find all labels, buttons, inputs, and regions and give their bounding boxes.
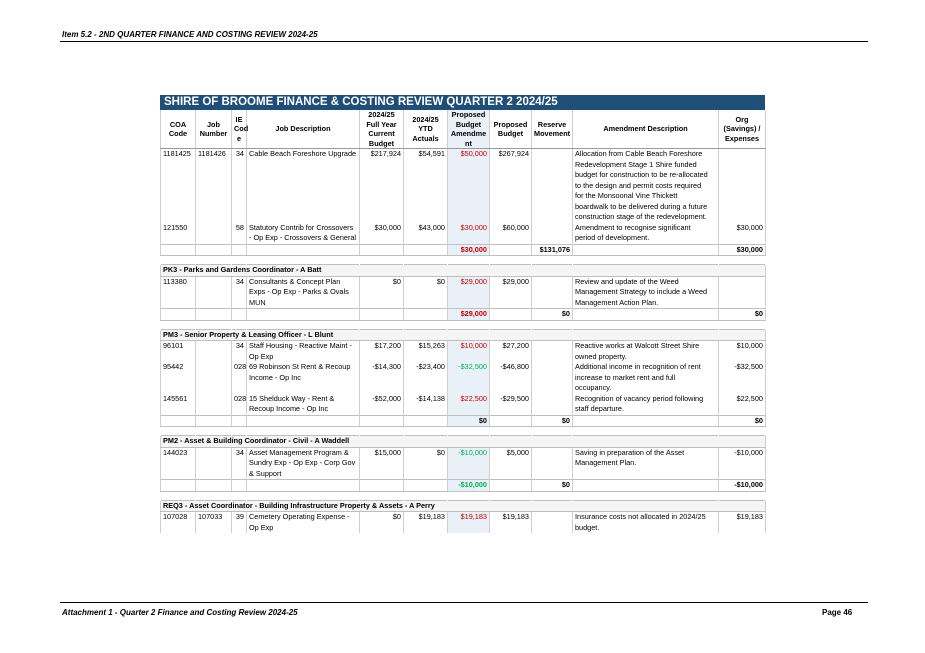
section-header-row: [161, 436, 766, 448]
spacer-cell: [360, 427, 404, 436]
ytd-actuals-cell: -$14,138: [404, 394, 448, 416]
spacer-cell: [232, 256, 247, 265]
subtotal-cell: $0: [719, 415, 766, 427]
table-row: [161, 447, 766, 480]
column-header: Job Number: [196, 110, 232, 149]
coa-code-cell: 113380: [161, 276, 196, 309]
subtotal-cell: [196, 309, 232, 321]
proposed-budget-cell: -$46,800: [490, 362, 532, 394]
ie-code-cell: 028: [232, 362, 247, 394]
ie-code-cell: 34: [232, 447, 247, 480]
budget-amendment-cell: $29,000: [448, 276, 490, 309]
subtotal-cell: [404, 480, 448, 492]
subtotal-cell: [232, 244, 247, 256]
ytd-actuals-cell: -$23,400: [404, 362, 448, 394]
subtotal-row: [161, 415, 766, 427]
org-savings-expenses-cell: $10,000: [719, 341, 766, 363]
budget-amendment-cell: $19,183: [448, 512, 490, 534]
spacer-cell: [232, 427, 247, 436]
spacer-cell: [247, 320, 360, 329]
spacer-cell: [196, 491, 232, 500]
org-savings-expenses-cell: [719, 149, 766, 223]
table-row: [161, 362, 766, 394]
section-header-row: [161, 329, 766, 341]
section-title: PM3 - Senior Property & Leasing Officer - L Blunt: [161, 329, 766, 341]
subtotal-cell: [161, 244, 196, 256]
spacer-cell: [161, 320, 196, 329]
spacer-cell: [448, 491, 490, 500]
proposed-budget-cell: $5,000: [490, 447, 532, 480]
spacer-cell: [247, 256, 360, 265]
spacer-cell: [448, 256, 490, 265]
subtotal-cell: [247, 415, 360, 427]
job-number-cell: [196, 223, 232, 245]
ie-code-cell: 58: [232, 223, 247, 245]
budget-amendment-cell: $10,000: [448, 341, 490, 363]
footer-attachment-label: Attachment 1 - Quarter 2 Finance and Costing Review 2024-25: [62, 608, 298, 617]
spacer-cell: [196, 320, 232, 329]
spacer-cell: [573, 427, 719, 436]
ie-code-cell: 34: [232, 341, 247, 363]
header-rule: [60, 41, 868, 42]
section-header-row: [161, 265, 766, 277]
amendment-description-cell: Review and update of the Weed Management Strategy to include a Weed Management Action Plan.: [573, 276, 719, 309]
amendment-description-cell: Saving in preparation of the Asset Management Plan.: [573, 447, 719, 480]
spacer-cell: [448, 427, 490, 436]
spacer-cell: [532, 256, 573, 265]
org-savings-expenses-cell: -$10,000: [719, 447, 766, 480]
current-budget-cell: $30,000: [360, 223, 404, 245]
spacer-cell: [161, 491, 196, 500]
finance-review-table-wrapper: [160, 95, 765, 533]
spacer-cell: [404, 320, 448, 329]
subtotal-cell: [232, 480, 247, 492]
spacer-cell: [232, 320, 247, 329]
subtotal-cell: -$10,000: [448, 480, 490, 492]
subtotal-cell: [404, 415, 448, 427]
section-title: REQ3 - Asset Coordinator - Building Infrastructure Property & Assets - A Perry: [161, 500, 766, 512]
column-header: Proposed Budget: [490, 110, 532, 149]
subtotal-cell: [490, 415, 532, 427]
subtotal-cell: $29,000: [448, 309, 490, 321]
spacer-cell: [719, 427, 766, 436]
subtotal-cell: $0: [532, 309, 573, 321]
subtotal-cell: [161, 480, 196, 492]
table-header-row: [161, 110, 766, 149]
subtotal-cell: [247, 244, 360, 256]
ytd-actuals-cell: $43,000: [404, 223, 448, 245]
subtotal-cell: [196, 244, 232, 256]
subtotal-cell: $30,000: [448, 244, 490, 256]
budget-amendment-cell: -$10,000: [448, 447, 490, 480]
spacer-cell: [719, 256, 766, 265]
reserve-movement-cell: [532, 447, 573, 480]
subtotal-cell: -$10,000: [719, 480, 766, 492]
ie-code-cell: 34: [232, 149, 247, 223]
coa-code-cell: 107028: [161, 512, 196, 534]
ytd-actuals-cell: $19,183: [404, 512, 448, 534]
footer-page-number: Page 46: [822, 608, 853, 617]
spacer-row: [161, 320, 766, 329]
spacer-cell: [404, 491, 448, 500]
section-title: PM2 - Asset & Building Coordinator - Civil - A Waddell: [161, 436, 766, 448]
table-row: [161, 394, 766, 416]
column-header: COA Code: [161, 110, 196, 149]
ytd-actuals-cell: $0: [404, 447, 448, 480]
reserve-movement-cell: [532, 149, 573, 223]
subtotal-cell: $0: [532, 415, 573, 427]
subtotal-row: [161, 480, 766, 492]
amendment-description-cell: Additional income in recognition of rent increase to market rent and full occupancy.: [573, 362, 719, 394]
amendment-description-cell: Recognition of vacancy period following staff departure.: [573, 394, 719, 416]
spacer-cell: [232, 491, 247, 500]
subtotal-row: [161, 244, 766, 256]
job-number-cell: [196, 362, 232, 394]
spacer-cell: [573, 320, 719, 329]
column-header: 2024/25 YTD Actuals: [404, 110, 448, 149]
job-description-cell: 69 Robinson St Rent & Recoup Income - Op Inc: [247, 362, 360, 394]
coa-code-cell: 1181425: [161, 149, 196, 223]
subtotal-cell: [490, 480, 532, 492]
subtotal-cell: $131,076: [532, 244, 573, 256]
spacer-cell: [247, 427, 360, 436]
table-row: [161, 223, 766, 245]
coa-code-cell: 144023: [161, 447, 196, 480]
proposed-budget-cell: $60,000: [490, 223, 532, 245]
reserve-movement-cell: [532, 341, 573, 363]
job-number-cell: 107033: [196, 512, 232, 534]
section-header-row: [161, 500, 766, 512]
proposed-budget-cell: -$29,500: [490, 394, 532, 416]
spacer-cell: [404, 427, 448, 436]
column-header: Job Description: [247, 110, 360, 149]
subtotal-cell: $30,000: [719, 244, 766, 256]
spacer-cell: [719, 320, 766, 329]
spacer-cell: [719, 491, 766, 500]
job-description-cell: Cable Beach Foreshore Upgrade: [247, 149, 360, 223]
spacer-cell: [532, 491, 573, 500]
subtotal-cell: [573, 309, 719, 321]
subtotal-cell: [404, 309, 448, 321]
current-budget-cell: $0: [360, 512, 404, 534]
table-row: [161, 512, 766, 534]
coa-code-cell: 95442: [161, 362, 196, 394]
subtotal-cell: $0: [719, 309, 766, 321]
job-description-cell: Cemetery Operating Expense - Op Exp: [247, 512, 360, 534]
job-description-cell: Statutory Contrib for Crossovers - Op Exp - Crossovers & General: [247, 223, 360, 245]
subtotal-cell: [232, 415, 247, 427]
budget-amendment-cell: $50,000: [448, 149, 490, 223]
spacer-cell: [196, 427, 232, 436]
spacer-cell: [573, 256, 719, 265]
org-savings-expenses-cell: $19,183: [719, 512, 766, 534]
reserve-movement-cell: [532, 512, 573, 534]
spacer-cell: [490, 491, 532, 500]
proposed-budget-cell: $19,183: [490, 512, 532, 534]
coa-code-cell: 121550: [161, 223, 196, 245]
spacer-cell: [490, 256, 532, 265]
proposed-budget-cell: $29,000: [490, 276, 532, 309]
ie-code-cell: 34: [232, 276, 247, 309]
reserve-movement-cell: [532, 223, 573, 245]
spacer-cell: [573, 491, 719, 500]
spacer-row: [161, 491, 766, 500]
job-description-cell: Consultants & Concept Plan Exps - Op Exp - Parks & Ovals MUN: [247, 276, 360, 309]
spacer-cell: [360, 320, 404, 329]
amendment-description-cell: Insurance costs not allocated in 2024/25 budget.: [573, 512, 719, 534]
subtotal-cell: [490, 244, 532, 256]
org-savings-expenses-cell: [719, 276, 766, 309]
subtotal-cell: [490, 309, 532, 321]
job-description-cell: Asset Management Program & Sundry Exp - Op Exp - Corp Gov & Support: [247, 447, 360, 480]
budget-amendment-cell: $22,500: [448, 394, 490, 416]
ytd-actuals-cell: $15,263: [404, 341, 448, 363]
amendment-description-cell: Reactive works at Walcott Street Shire owned property.: [573, 341, 719, 363]
subtotal-cell: [247, 480, 360, 492]
finance-review-table: [160, 110, 766, 533]
subtotal-cell: [196, 415, 232, 427]
table-row: [161, 341, 766, 363]
subtotal-cell: [360, 480, 404, 492]
section-title: PK3 - Parks and Gardens Coordinator - A Batt: [161, 265, 766, 277]
column-header: 2024/25 Full Year Current Budget: [360, 110, 404, 149]
current-budget-cell: -$14,300: [360, 362, 404, 394]
subtotal-cell: [573, 244, 719, 256]
spacer-cell: [247, 491, 360, 500]
ytd-actuals-cell: $0: [404, 276, 448, 309]
spacer-row: [161, 427, 766, 436]
job-description-cell: 15 Shelduck Way - Rent & Recoup Income - Op Inc: [247, 394, 360, 416]
job-number-cell: 1181426: [196, 149, 232, 223]
subtotal-cell: [161, 415, 196, 427]
column-header: Proposed Budget Amendme nt: [448, 110, 490, 149]
spacer-cell: [360, 256, 404, 265]
reserve-movement-cell: [532, 394, 573, 416]
spacer-cell: [532, 427, 573, 436]
subtotal-cell: [360, 244, 404, 256]
ytd-actuals-cell: $54,591: [404, 149, 448, 223]
spacer-cell: [532, 320, 573, 329]
spacer-cell: [490, 427, 532, 436]
column-header: Org (Savings) / Expenses: [719, 110, 766, 149]
org-savings-expenses-cell: $30,000: [719, 223, 766, 245]
job-number-cell: [196, 276, 232, 309]
job-number-cell: [196, 447, 232, 480]
subtotal-cell: $0: [448, 415, 490, 427]
subtotal-cell: [573, 415, 719, 427]
spacer-cell: [404, 256, 448, 265]
reserve-movement-cell: [532, 362, 573, 394]
current-budget-cell: $217,924: [360, 149, 404, 223]
spacer-cell: [161, 427, 196, 436]
subtotal-cell: [404, 244, 448, 256]
column-header: IE Cod e: [232, 110, 247, 149]
footer-rule: [60, 602, 868, 603]
ie-code-cell: 39: [232, 512, 247, 534]
job-number-cell: [196, 394, 232, 416]
subtotal-cell: [196, 480, 232, 492]
budget-amendment-cell: -$32,500: [448, 362, 490, 394]
current-budget-cell: $17,200: [360, 341, 404, 363]
spacer-row: [161, 256, 766, 265]
reserve-movement-cell: [532, 276, 573, 309]
amendment-description-cell: Amendment to recognise significant period of development.: [573, 223, 719, 245]
current-budget-cell: $0: [360, 276, 404, 309]
proposed-budget-cell: $27,200: [490, 341, 532, 363]
subtotal-cell: $0: [532, 480, 573, 492]
subtotal-cell: [161, 309, 196, 321]
column-header: Reserve Movement: [532, 110, 573, 149]
coa-code-cell: 96101: [161, 341, 196, 363]
job-number-cell: [196, 341, 232, 363]
ie-code-cell: 028: [232, 394, 247, 416]
table-row: [161, 149, 766, 223]
spacer-cell: [161, 256, 196, 265]
budget-amendment-cell: $30,000: [448, 223, 490, 245]
table-title: SHIRE OF BROOME FINANCE & COSTING REVIEW QUARTER 2 2024/25: [160, 95, 765, 110]
current-budget-cell: -$52,000: [360, 394, 404, 416]
org-savings-expenses-cell: $22,500: [719, 394, 766, 416]
current-budget-cell: $15,000: [360, 447, 404, 480]
proposed-budget-cell: $267,924: [490, 149, 532, 223]
spacer-cell: [490, 320, 532, 329]
amendment-description-cell: Allocation from Cable Beach Foreshore Redevelopment Stage 1 Shire funded budget for construction to be re-allocated to the design and permit costs required for the Monsoonal Vine Thickett boardwalk to be delivered during a future construction stage of the redevelopment.: [573, 149, 719, 223]
spacer-cell: [448, 320, 490, 329]
subtotal-cell: [247, 309, 360, 321]
coa-code-cell: 145561: [161, 394, 196, 416]
subtotal-row: [161, 309, 766, 321]
spacer-cell: [360, 491, 404, 500]
spacer-cell: [196, 256, 232, 265]
job-description-cell: Staff Housing - Reactive Maint - Op Exp: [247, 341, 360, 363]
subtotal-cell: [232, 309, 247, 321]
page-header-title: Item 5.2 - 2ND QUARTER FINANCE AND COSTING REVIEW 2024-25: [62, 30, 318, 39]
subtotal-cell: [360, 309, 404, 321]
subtotal-cell: [360, 415, 404, 427]
column-header: Amendment Description: [573, 110, 719, 149]
subtotal-cell: [573, 480, 719, 492]
org-savings-expenses-cell: -$32,500: [719, 362, 766, 394]
table-row: [161, 276, 766, 309]
